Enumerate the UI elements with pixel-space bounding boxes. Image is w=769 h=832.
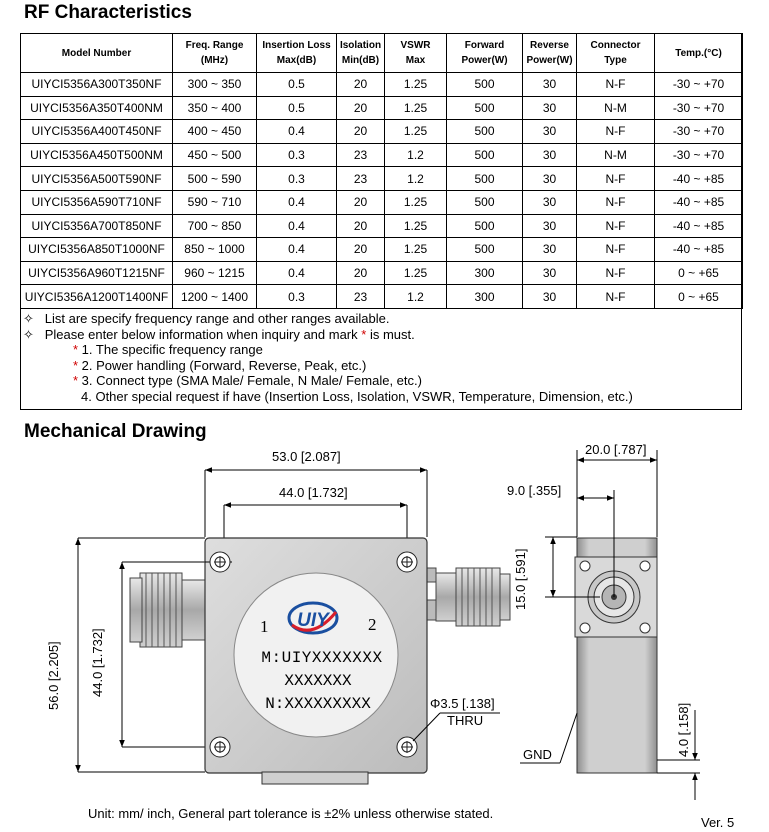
right-n-connector (426, 568, 510, 626)
table-cell: 0.4 (257, 120, 337, 144)
dim-body-width: 53.0 [2.087] (272, 449, 341, 464)
header-line: Max (405, 55, 426, 66)
table-cell: 400 ~ 450 (173, 120, 257, 144)
table-cell: 1.25 (385, 238, 447, 262)
table-cell: 1.25 (385, 190, 447, 214)
note-text-2b: is must. (366, 326, 415, 342)
table-cell: N-F (577, 261, 655, 285)
table-cell: N-F (577, 285, 655, 309)
header-line: Isolation (339, 40, 382, 51)
dim-hole-spacing-y: 44.0 [1.732] (90, 628, 105, 697)
required-star: * (361, 326, 367, 342)
header-line: Connector (590, 40, 641, 51)
table-cell: 1.2 (385, 285, 447, 309)
table-cell: 1.2 (385, 143, 447, 167)
table-cell: 20 (337, 120, 385, 144)
note-item-text: 3. Connect type (SMA Male/ Female, N Male/ Female, etc.) (78, 373, 422, 388)
table-cell: 850 ~ 1000 (173, 238, 257, 262)
table-cell: 30 (523, 214, 577, 238)
table-cell: 590 ~ 710 (173, 190, 257, 214)
header-line: Model Number (61, 47, 132, 59)
table-cell: 23 (337, 285, 385, 309)
table-cell: -30 ~ +70 (655, 96, 743, 120)
hole-diameter-label: Φ3.5 [.138] (430, 696, 495, 711)
table-cell: 500 (447, 167, 523, 191)
body-tab (262, 772, 368, 784)
table-cell: 0.3 (257, 285, 337, 309)
note-item-text: 4. Other special request if have (Insertion Loss, Isolation, VSWR, Temperature, Dimension, etc.) (81, 388, 633, 404)
table-cell: 450 ~ 500 (173, 143, 257, 167)
note-text-1: List are specify frequency range and other ranges available. (44, 311, 390, 326)
table-cell: 30 (523, 261, 577, 285)
table-cell: -40 ~ +85 (655, 190, 743, 214)
table-cell: -30 ~ +70 (655, 73, 743, 97)
diamond-star-icon: ✧ (23, 326, 34, 342)
table-cell: 0.5 (257, 96, 337, 120)
table-cell: 0.4 (257, 238, 337, 262)
header-line: Forward (464, 40, 505, 51)
model-number-cell: UIYCI5356A400T450NF (21, 120, 173, 144)
table-cell: N-F (577, 73, 655, 97)
table-cell: 500 (447, 190, 523, 214)
header-line: Max(dB) (276, 55, 317, 66)
left-n-connector (130, 573, 206, 647)
table-cell: 1.25 (385, 96, 447, 120)
table-cell: 30 (523, 238, 577, 262)
model-number-cell: UIYCI5356A590T710NF (21, 190, 173, 214)
model-number-cell: UIYCI5356A500T590NF (21, 167, 173, 191)
rf-characteristics-title: RF Characteristics (24, 2, 192, 23)
table-cell: 500 (447, 120, 523, 144)
table-cell: -30 ~ +70 (655, 120, 743, 144)
header-line: Type (604, 55, 627, 66)
dim-body-height: 56.0 [2.205] (46, 641, 61, 710)
mount-hole-tr (397, 552, 417, 572)
table-cell: 500 (447, 73, 523, 97)
table-cell: 30 (523, 285, 577, 309)
table-cell: 20 (337, 214, 385, 238)
header-line: Insertion Loss (262, 40, 331, 51)
dim-connector-height: 15.0 [.591] (513, 548, 528, 610)
table-cell: 500 (447, 238, 523, 262)
dim-connector-offset: 9.0 [.355] (507, 483, 562, 498)
table-cell: 1.25 (385, 261, 447, 285)
marking-model: M:UIYXXXXXXX (261, 649, 383, 667)
mount-hole-tl (210, 552, 230, 572)
table-cell: 700 ~ 850 (173, 214, 257, 238)
table-cell: N-F (577, 190, 655, 214)
table-cell: 0.5 (257, 73, 337, 97)
table-cell: 500 (447, 214, 523, 238)
table-cell: 20 (337, 190, 385, 214)
table-cell: 20 (337, 238, 385, 262)
header-line: Freq. Range (185, 40, 244, 51)
table-cell: 300 (447, 261, 523, 285)
table-cell: 20 (337, 96, 385, 120)
model-number-cell: UIYCI5356A700T850NF (21, 214, 173, 238)
required-star: * (73, 357, 79, 373)
dim-base-thickness: 4.0 [.158] (676, 702, 691, 757)
mount-hole-bl (210, 737, 230, 757)
diamond-star-icon: ✧ (23, 311, 34, 326)
port-1-label: 1 (260, 617, 269, 636)
note-item-text: 2. Power handling (Forward, Reverse, Peak, etc.) (78, 357, 367, 373)
table-cell: 30 (523, 120, 577, 144)
table-cell: 0.4 (257, 190, 337, 214)
table-cell: 23 (337, 143, 385, 167)
unit-note: Unit: mm/ inch, General part tolerance is ±2% unless otherwise stated. (88, 806, 494, 821)
table-cell: -40 ~ +85 (655, 238, 743, 262)
table-cell: 500 (447, 143, 523, 167)
note-text-2a: Please enter below information when inquiry and mark (44, 326, 362, 342)
gnd-label: GND (523, 747, 552, 762)
header-line: VSWR (400, 40, 431, 51)
table-cell: 350 ~ 400 (173, 96, 257, 120)
table-cell: 0 ~ +65 (655, 261, 743, 285)
table-cell: -30 ~ +70 (655, 143, 743, 167)
table-cell: 1.25 (385, 214, 447, 238)
table-cell: 500 ~ 590 (173, 167, 257, 191)
note-item-text: 1. The specific frequency range (78, 342, 263, 357)
port-2-label: 2 (368, 615, 377, 634)
model-number-cell: UIYCI5356A960T1215NF (21, 261, 173, 285)
table-cell: 30 (523, 190, 577, 214)
table-cell: -40 ~ +85 (655, 214, 743, 238)
table-cell: 0.4 (257, 261, 337, 285)
table-cell: 0.3 (257, 167, 337, 191)
table-cell: 500 (447, 96, 523, 120)
logo-text: UIY (297, 610, 329, 631)
header-line: Min(dB) (341, 55, 380, 66)
header-line: Power(W) (461, 55, 508, 66)
table-cell: 300 (447, 285, 523, 309)
table-cell: -40 ~ +85 (655, 167, 743, 191)
model-number-cell: UIYCI5356A450T500NM (21, 143, 173, 167)
table-cell: 0 ~ +65 (655, 285, 743, 309)
marking-x: XXXXXXX (284, 672, 352, 690)
table-cell: 960 ~ 1215 (173, 261, 257, 285)
dim-side-width: 20.0 [.787] (585, 442, 647, 457)
table-cell: N-M (577, 143, 655, 167)
table-cell: 20 (337, 261, 385, 285)
hole-thru-label: THRU (447, 713, 484, 728)
table-cell: N-M (577, 96, 655, 120)
header-line: Temp.(°C) (675, 47, 722, 59)
table-cell: N-F (577, 167, 655, 191)
table-cell: 0.4 (257, 214, 337, 238)
model-number-cell: UIYCI5356A1200T1400NF (21, 285, 173, 309)
table-cell: 30 (523, 143, 577, 167)
table-cell: 1.25 (385, 73, 447, 97)
table-cell: 23 (337, 167, 385, 191)
table-cell: 1.25 (385, 120, 447, 144)
header-line: Reverse (530, 40, 569, 51)
model-number-cell: UIYCI5356A850T1000NF (21, 238, 173, 262)
version-label: Ver. 5 (701, 815, 735, 830)
table-cell: 300 ~ 350 (173, 73, 257, 97)
table-cell: 0.3 (257, 143, 337, 167)
table-cell: N-F (577, 238, 655, 262)
dim-hole-spacing-x: 44.0 [1.732] (279, 485, 348, 500)
table-cell: 30 (523, 96, 577, 120)
required-star: * (73, 342, 79, 357)
required-star: * (73, 373, 79, 388)
table-cell: 1200 ~ 1400 (173, 285, 257, 309)
table-cell: 30 (523, 167, 577, 191)
table-cell: 30 (523, 73, 577, 97)
table-cell: N-F (577, 120, 655, 144)
model-number-cell: UIYCI5356A350T400NM (21, 96, 173, 120)
marking-number: N:XXXXXXXXX (265, 695, 371, 713)
table-cell: 1.2 (385, 167, 447, 191)
table-cell: N-F (577, 214, 655, 238)
table-cell: 20 (337, 73, 385, 97)
model-number-cell: UIYCI5356A300T350NF (21, 73, 173, 97)
header-line: Power(W) (526, 55, 573, 66)
header-line: (MHz) (200, 55, 229, 66)
side-view (575, 538, 657, 773)
mechanical-drawing-title: Mechanical Drawing (24, 421, 207, 442)
